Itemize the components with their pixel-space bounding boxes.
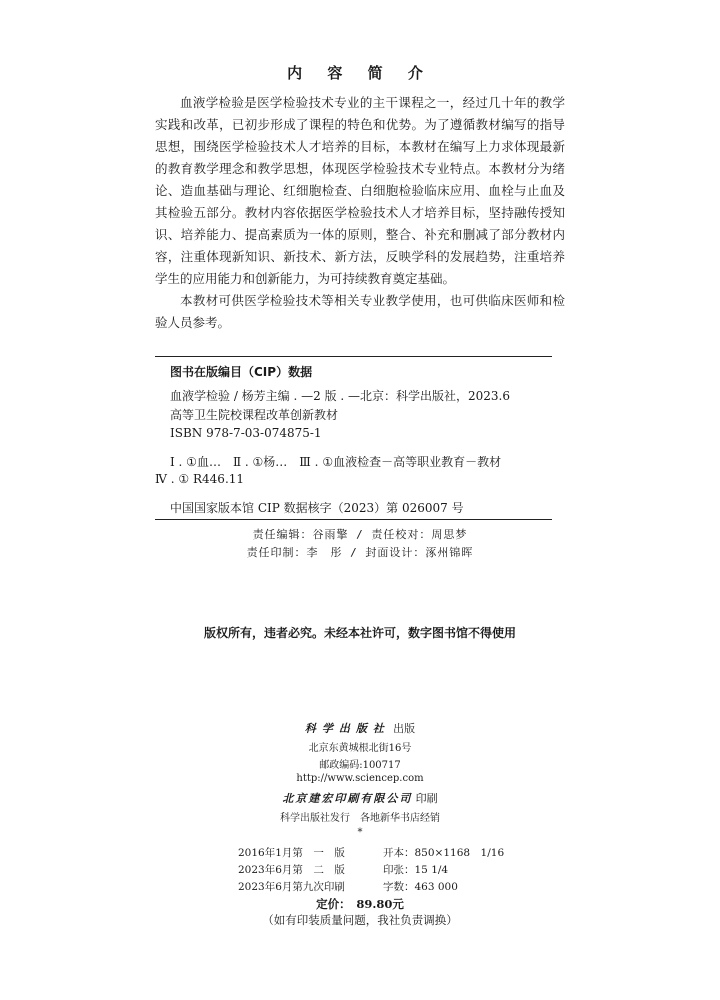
publisher-address: 北京东黄城根北街16号 <box>308 743 412 754</box>
page-title: 内 容 简 介 <box>287 64 433 82</box>
cip-verification-number: 中国国家版本馆 CIP 数据核字（2023）第 026007 号 <box>170 501 464 515</box>
edition-row <box>238 879 458 894</box>
edition-date: 2023年6月第 二 版 <box>238 864 345 876</box>
edition-row <box>238 845 504 860</box>
publisher-website: http://www.sciencep.com <box>296 773 424 784</box>
cip-bibliographic: 血液学检验 / 杨芳主编 . —2 版 . —北京：科学出版社，2023.6 <box>170 389 510 403</box>
content-summary <box>155 92 565 334</box>
printer-line <box>0 790 720 806</box>
edition-spec: 开本：850×1168 1/16 <box>383 847 505 859</box>
edition-row <box>238 862 448 877</box>
printer-name: 北京建宏印刷有限公司 <box>282 792 413 805</box>
cip-classification: Ⅰ . ①血… Ⅱ . ①杨… Ⅲ . ①血液检查－高等职业教育－教材 <box>170 455 502 469</box>
edition-date: 2016年1月第 一 版 <box>238 847 345 859</box>
colophon-separator: * <box>357 827 363 838</box>
staff-credits-line-2: 责任印制：李 彤 / 封面设计：涿州锦晖 <box>246 546 474 559</box>
cip-bottom-rule <box>155 519 552 520</box>
cip-classification-continued: Ⅳ . ① R446.11 <box>155 472 245 486</box>
staff-credits-line-1: 责任编辑：谷雨擎 / 责任校对：周思梦 <box>252 528 468 541</box>
edition-date: 2023年6月第九次印刷 <box>238 881 345 893</box>
publisher-suffix: 出版 <box>393 722 416 735</box>
edition-spec: 字数：463 000 <box>383 881 458 893</box>
copyright-notice: 版权所有，违者必究。未经本社许可，数字图书馆不得使用 <box>203 626 516 640</box>
printer-suffix: 印刷 <box>415 792 438 805</box>
postal-code: 邮政编码:100717 <box>319 760 401 771</box>
publisher-line <box>0 720 720 736</box>
publisher-name: 科学出版社 <box>304 722 390 735</box>
summary-paragraph-1: 血液学检验是医学检验技术专业的主干课程之一，经过几十年的教学实践和改革，已初步形成了课程的特色和优势。为了遵循教材编写的指导思想，围绕医学检验技术人才培养的目标，本教材在编写上力求体现最新的教育教学理念和教学思想，体现医学检验技术专业特点。本教材分为绪论、造血基础与理论、红细胞检查、白细胞检验临床应用、血栓与止血及其检验五部分。教材内容依据医学检验技术人才培养目标，坚持融传授知识、培养能力、提高素质为一体的原则，整合、补充和删减了部分教材内容，注重体现新知识、新技术、新方法，反映学科的发展趋势，注重培养学生的应用能力和创新能力，为可持续教育奠定基础。 <box>155 95 565 286</box>
distribution-line: 科学出版社发行 各地新华书店经销 <box>280 813 440 824</box>
quality-notice: （如有印装质量问题，我社负责调换） <box>262 913 458 927</box>
cip-top-rule <box>155 356 552 357</box>
cip-isbn: ISBN 978-7-03-074875-1 <box>170 426 322 440</box>
summary-paragraph-2: 本教材可供医学检验技术等相关专业教学使用，也可供临床医师和检验人员参考。 <box>155 293 565 330</box>
edition-spec: 印张：15 1/4 <box>383 864 449 876</box>
cip-series: 高等卫生院校课程改革创新教材 <box>170 408 339 422</box>
price: 定价： 89.80元 <box>316 897 404 911</box>
cip-heading: 图书在版编目（CIP）数据 <box>170 365 313 379</box>
